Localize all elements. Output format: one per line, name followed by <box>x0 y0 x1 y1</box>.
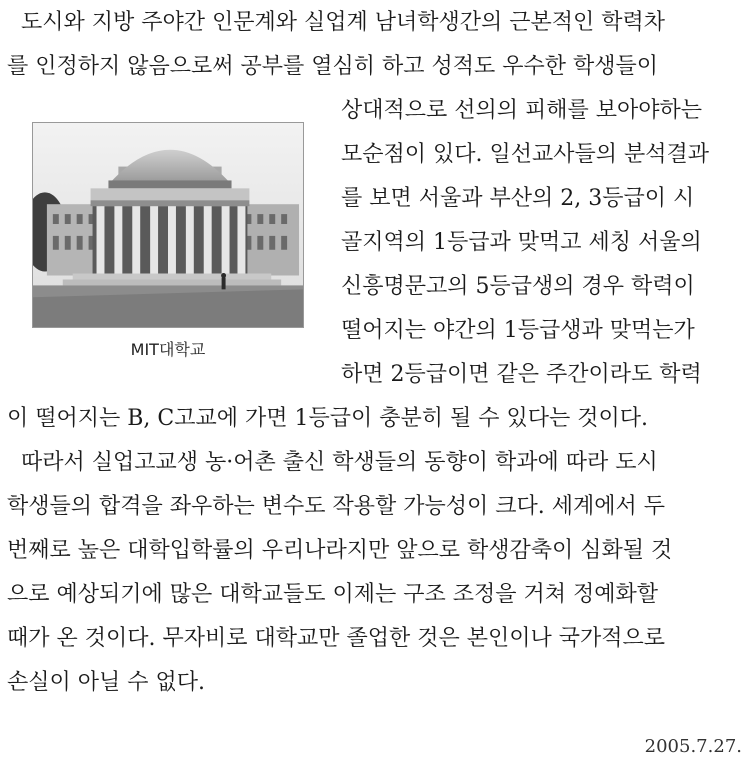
paragraph-line: 번째로 높은 대학입학률의 우리나라지만 앞으로 학생감축이 심화될 것 <box>7 538 673 563</box>
article-date: 2005.7.27. <box>644 736 742 757</box>
paragraph-line: 하면 2등급이면 같은 주간이라도 학력 <box>341 362 702 387</box>
paragraph-line: 학생들의 합격을 좌우하는 변수도 작용할 가능성이 크다. 세계에서 두 <box>7 494 665 519</box>
paragraph-line: 이 떨어지는 B, C고교에 가면 1등급이 충분히 될 수 있다는 것이다. <box>7 406 648 431</box>
paragraph-line: 골지역의 1등급과 맞먹고 세칭 서울의 <box>341 230 702 255</box>
paragraph-line: 신흥명문고의 5등급생의 경우 학력이 <box>341 274 695 299</box>
paragraph-line: 도시와 지방 주야간 인문계와 실업계 남녀학생간의 근본적인 학력차 <box>7 10 665 35</box>
paragraph-line: 따라서 실업고교생 농·어촌 출신 학생들의 동향이 학과에 따라 도시 <box>7 450 658 475</box>
paragraph-line: 으로 예상되기에 많은 대학교들도 이제는 구조 조정을 거쳐 정예화할 <box>7 582 659 607</box>
mit-dome-building-photo <box>32 122 304 328</box>
paragraph-line: 상대적으로 선의의 피해를 보아야하는 <box>341 98 703 123</box>
paragraph-line: 떨어지는 야간의 1등급생과 맞먹는가 <box>341 318 695 343</box>
paragraph-line: 모순점이 있다. 일선교사들의 분석결과 <box>341 142 710 167</box>
paragraph-line: 손실이 아닐 수 없다. <box>7 670 205 695</box>
paragraph-line: 때가 온 것이다. 무자비로 대학교만 졸업한 것은 본인이나 국가적으로 <box>7 626 665 651</box>
paragraph-line: 를 보면 서울과 부산의 2, 3등급이 시 <box>341 186 695 211</box>
paragraph-line: 를 인정하지 않음으로써 공부를 열심히 하고 성적도 우수한 학생들이 <box>7 54 659 79</box>
mit-dome-icon <box>33 123 303 327</box>
photo-caption: MIT대학교 <box>130 340 206 359</box>
